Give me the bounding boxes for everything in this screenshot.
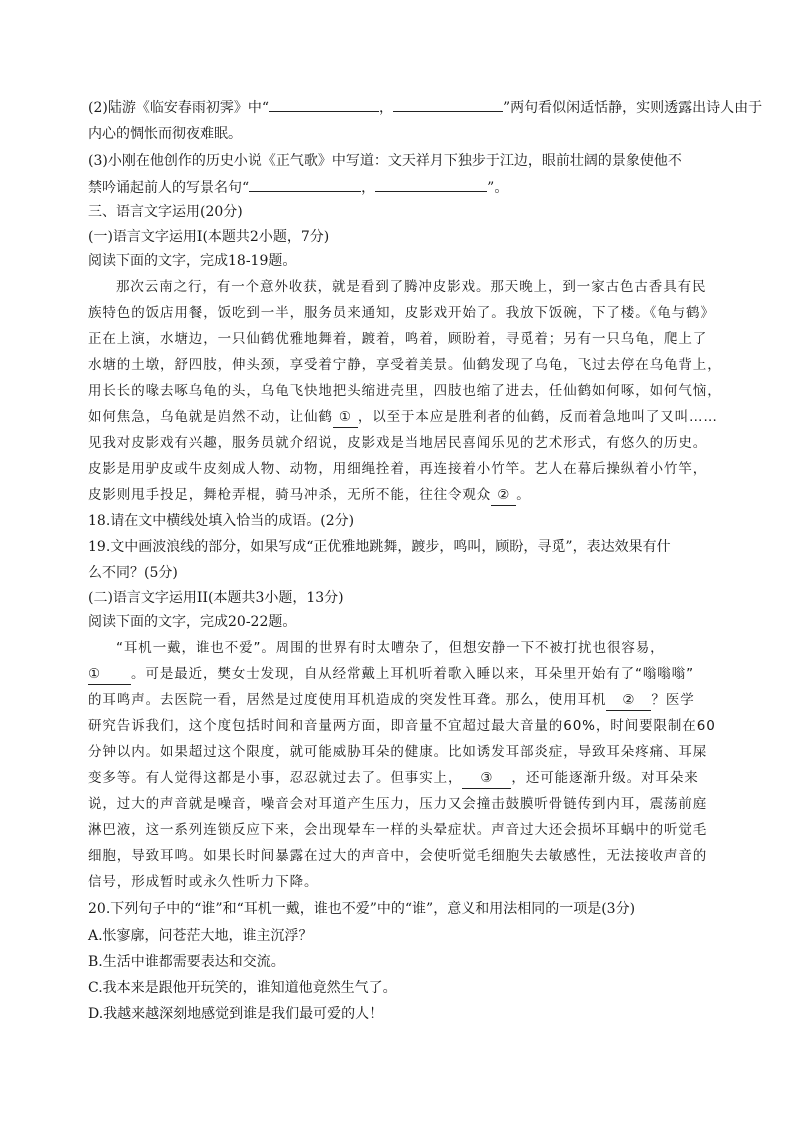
passage2-line <box>88 690 695 711</box>
section-heading: 三、语言文字运用(20分) <box>88 204 243 220</box>
passage1-line: 皮影是用驴皮或牛皮刻成人物、动物，用细绳拴着，再连接着小竹竿。艺人在幕后操纵着小竹竿， <box>88 461 708 477</box>
answer-blank[interactable] <box>375 177 487 192</box>
blank-marker-2[interactable]: ② <box>606 690 651 711</box>
passage1-line: 族特色的饭店用餐，饭吃到一半，服务员来通知，皮影戏开始了。我放下饭碗，下了楼。《龟与鹤》 <box>88 305 715 321</box>
passage2-text: 变多等。有人觉得这都是小事，忍忍就过去了。但事实上， <box>88 770 463 786</box>
passage1-line: 见我对皮影戏有兴趣，服务员就介绍说，皮影戏是当地居民喜闻乐见的艺术形式，有悠久的历史。 <box>88 435 708 451</box>
part2-instruction: 阅读下面的文字，完成20-22题。 <box>88 614 297 630</box>
part1-heading: (一)语言文字运用Ⅰ(本题共2小题，7分) <box>88 229 330 245</box>
q2-text-post: ”两句看似闲适恬静，实则透露出诗人由于 <box>503 100 763 116</box>
q2-text-pre: (2)陆游《临安春雨初霁》中“ <box>88 100 269 116</box>
passage1-line: 那次云南之行，有一个意外收获，就是看到了腾冲皮影戏。那天晚上，到一家古色古香具有民 <box>116 279 707 295</box>
passage2-line: 研究告诉我们，这个度包括时间和音量两方面，即音量不宜超过最大音量的60%，时间要限制在60 <box>88 718 716 734</box>
option-b[interactable]: B.生活中谁都需要表达和交流。 <box>88 954 285 970</box>
question-19-cont: 么不同？(5分) <box>88 565 178 581</box>
passage2-text: 。可是最近，樊女士发现，自从经常戴上耳机听着歌入睡以来，耳朵里开始有了“嗡嗡嗡” <box>131 666 695 682</box>
passage1-line: 水塘的土墩，舒四肢，伸头颈，享受着宁静，享受着美景。仙鹤发现了乌龟，飞过去停在乌龟背上， <box>88 357 722 373</box>
passage1-line: 用长长的喙去啄乌龟的头，乌龟飞快地把头缩进壳里，四肢也缩了进去，任仙鹤如何啄，如何气恼， <box>88 383 722 399</box>
passage2-line: 分钟以内。如果超过这个限度，就可能威胁耳朵的健康。比如诱发耳部炎症，导致耳朵疼痛、耳屎 <box>88 744 708 760</box>
q3-separator: ， <box>361 180 376 196</box>
option-a[interactable]: A.怅寥廓，问苍茫大地，谁主沉浮？ <box>88 928 313 944</box>
q2-separator: ， <box>379 100 393 116</box>
passage2-text: ，还可能逐渐升级。对耳朵来 <box>511 770 699 786</box>
blank-marker-2[interactable]: ② <box>491 485 516 506</box>
passage1-text: ，以至于本应是胜利者的仙鹤，反而着急地叫了又叫…… <box>357 409 718 425</box>
passage2-line: “耳机一戴，谁也不爱”。周围的世界有时太嘈杂了，但想安静一下不被打扰也很容易， <box>116 640 665 656</box>
passage2-line: 细胞，导致耳鸣。如果长时间暴露在过大的声音中，会使听觉毛细胞失去敏感性，无法接收声音的 <box>88 848 708 864</box>
q3-text-post: ”。 <box>487 180 509 196</box>
q3-line1: (3)小刚在他创作的历史小说《正气歌》中写道：文天祥月下独步于江边，眼前壮阔的景象使他不 <box>88 153 682 169</box>
blank-marker-3[interactable]: ③ <box>462 768 511 789</box>
blank-marker-1[interactable]: ① <box>333 407 358 428</box>
passage2-line <box>88 664 694 685</box>
blank-marker-1[interactable]: ① <box>88 664 131 685</box>
passage2-text: 的耳鸣声。去医院一看，居然是过度使用耳机造成的突发性耳聋。那么，使用耳机 <box>88 692 607 708</box>
passage1-line <box>88 485 531 506</box>
part2-heading: (二)语言文字运用II(本题共3小题，13分) <box>88 590 344 606</box>
passage2-line <box>88 768 699 789</box>
part1-instruction: 阅读下面的文字，完成18-19题。 <box>88 253 297 269</box>
passage2-text: ？医学 <box>651 692 695 708</box>
passage1-text: 如何焦急，乌龟就是岿然不动，让仙鹤 <box>88 409 333 425</box>
option-c[interactable]: C.我本来是跟他开玩笑的，谁知道他竟然生气了。 <box>88 980 397 996</box>
passage1-text: 。 <box>516 487 531 503</box>
q2-line1 <box>88 97 762 118</box>
q2-line2: 内心的惆怅而彻夜难眠。 <box>88 126 242 142</box>
passage2-line: 淋巴液，这一系列连锁反应下来，会出现晕车一样的头晕症状。声音过大还会损坏耳蜗中的听觉毛 <box>88 822 708 838</box>
q3-line2 <box>88 177 508 198</box>
passage1-line <box>88 407 718 428</box>
passage2-line: 说，过大的声音就是噪音，噪音会对耳道产生压力，压力又会撞击鼓膜听骨链传到内耳，震荡前庭 <box>88 796 708 812</box>
q3-text-pre: 禁吟诵起前人的写景名句“ <box>88 180 250 196</box>
option-d[interactable]: D.我越来越深刻地感觉到谁是我们最可爱的人！ <box>88 1006 384 1022</box>
passage2-line: 信号，形成暂时或永久性听力下降。 <box>88 874 319 890</box>
passage1-text: 皮影则甩手投足，舞枪弄棍，骑马冲杀，无所不能，往往令观众 <box>88 487 492 503</box>
question-18: 18.请在文中横线处填入恰当的成语。(2分) <box>88 513 355 529</box>
passage1-line: 正在上演，水塘边，一只仙鹤优雅地舞着，踱着，鸣着，顾盼着，寻觅着；另有一只乌龟，爬上了 <box>88 331 708 347</box>
answer-blank[interactable] <box>393 97 503 112</box>
answer-blank[interactable] <box>269 97 379 112</box>
question-20: 20.下列句子中的“谁”和“耳机一戴，谁也不爱”中的“谁”，意义和用法相同的一项是(3分) <box>88 901 636 917</box>
question-19: 19.文中画波浪线的部分，如果写成“正优雅地跳舞，踱步，鸣叫，顾盼，寻觅”，表达效果有什 <box>88 539 671 555</box>
answer-blank[interactable] <box>249 177 361 192</box>
